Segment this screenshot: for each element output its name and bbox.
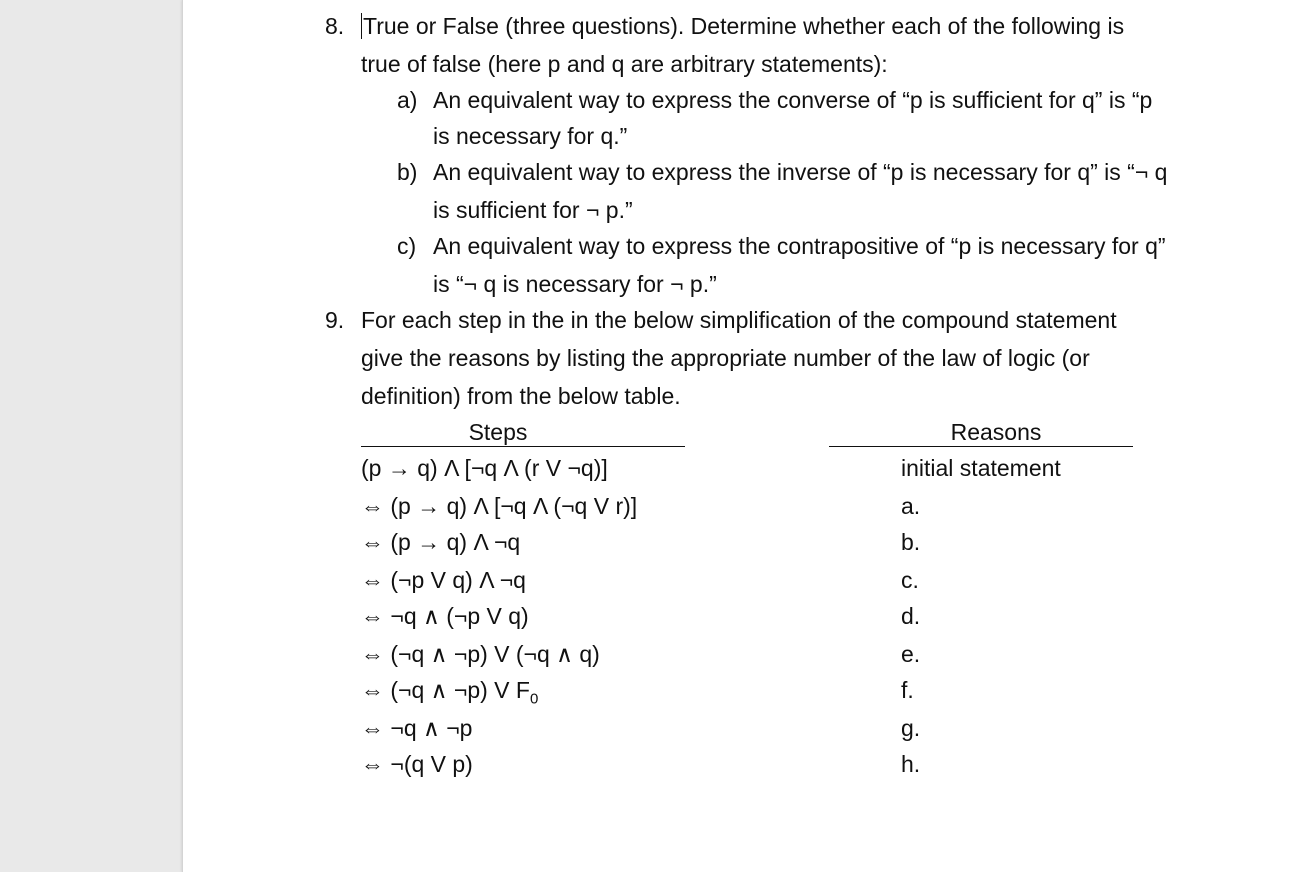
reason-row-2: b.: [901, 529, 921, 555]
steps-header-label: Steps: [468, 419, 528, 445]
reason-row-1: a.: [901, 493, 921, 519]
q9-stem-line1: For each step in the in the below simplification of the compound statement: [361, 307, 1117, 333]
q8-item-a-line1: An equivalent way to express the converse of “p is sufficient for q” is “p: [433, 87, 1153, 113]
q8-item-b-line2: is sufficient for ¬ p.”: [433, 197, 633, 223]
step-row-0: (p → q) Λ [¬q Λ (r V ¬q)]: [361, 455, 608, 481]
document-page[interactable]: [182, 0, 1314, 872]
step-row-6: [361, 676, 538, 714]
step-row-6-text: ⇔ (¬q ∧ ¬p) V F: [361, 677, 530, 703]
q8-item-a-line2: is necessary for q.”: [433, 123, 628, 149]
q8-item-c-line2: is “¬ q is necessary for ¬ p.”: [433, 271, 717, 297]
reason-row-5: e.: [901, 641, 921, 667]
q8-stem-line1[interactable]: [361, 12, 1124, 40]
step-row-3: ⇔ (¬p V q) Λ ¬q: [361, 567, 526, 593]
step-row-5: ⇔ (¬q ∧ ¬p) V (¬q ∧ q): [361, 641, 600, 667]
reason-row-7: g.: [901, 715, 921, 741]
step-row-6-subscript: 0: [529, 690, 539, 708]
reasons-header: [829, 418, 1133, 447]
step-row-4: ⇔ ¬q ∧ (¬p V q): [361, 603, 529, 629]
q8-item-a-label: a): [397, 87, 418, 113]
step-row-2: ⇔ (p → q) Λ ¬q: [361, 529, 521, 555]
reason-row-3: c.: [901, 567, 919, 593]
reason-row-0: initial statement: [901, 455, 1061, 481]
q9-number: 9.: [325, 307, 345, 333]
q8-item-b-label: b): [397, 159, 418, 185]
step-row-7: ⇔ ¬q ∧ ¬p: [361, 715, 473, 741]
reason-row-6: f.: [901, 677, 914, 703]
reason-row-4: d.: [901, 603, 921, 629]
q9-stem-line2: give the reasons by listing the appropriate number of the law of logic (or: [361, 345, 1090, 371]
steps-header: [361, 418, 685, 447]
q8-item-c-label: c): [397, 233, 417, 259]
left-margin-gutter: [0, 0, 180, 872]
q9-stem-line3: definition) from the below table.: [361, 383, 681, 409]
step-row-1: ⇔ (p → q) Λ [¬q Λ (¬q V r)]: [361, 493, 638, 519]
q8-item-b-line1: An equivalent way to express the inverse of “p is necessary for q” is “¬ q: [433, 159, 1168, 185]
q8-number: 8.: [325, 13, 345, 39]
reasons-header-label: Reasons: [950, 419, 1042, 445]
q8-stem-text1: True or False (three questions). Determine whether each of the following is: [363, 13, 1125, 39]
reason-row-8: h.: [901, 751, 921, 777]
step-row-8: ⇔ ¬(q V p): [361, 751, 473, 777]
q8-item-c-line1: An equivalent way to express the contrapositive of “p is necessary for q”: [433, 233, 1166, 259]
q8-stem-line2: true of false (here p and q are arbitrary statements):: [361, 51, 888, 77]
